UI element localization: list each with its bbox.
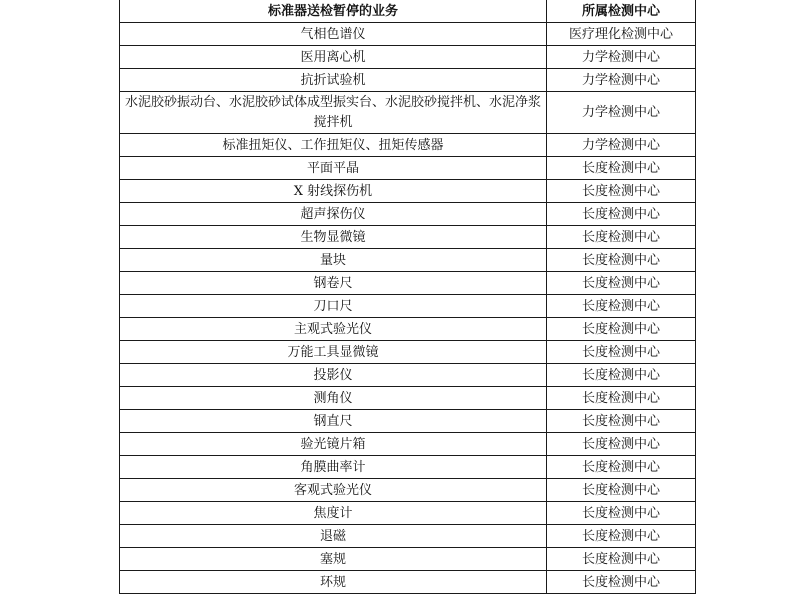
business-cell: 环规	[120, 571, 547, 594]
business-cell: 刀口尺	[120, 295, 547, 318]
business-cell: 水泥胶砂振动台、水泥胶砂试体成型振实台、水泥胶砂搅拌机、水泥净浆搅拌机	[120, 92, 547, 134]
table-row	[120, 180, 696, 203]
business-cell: 客观式验光仪	[120, 479, 547, 502]
table-row	[120, 92, 696, 134]
business-cell: 抗折试验机	[120, 69, 547, 92]
center-cell: 长度检测中心	[547, 249, 696, 272]
center-cell: 长度检测中心	[547, 364, 696, 387]
center-cell: 长度检测中心	[547, 571, 696, 594]
center-cell: 长度检测中心	[547, 548, 696, 571]
table-row	[120, 23, 696, 46]
center-cell: 力学检测中心	[547, 134, 696, 157]
header-row	[120, 0, 696, 23]
table-row	[120, 272, 696, 295]
center-cell: 长度检测中心	[547, 203, 696, 226]
business-cell: 量块	[120, 249, 547, 272]
center-cell: 长度检测中心	[547, 387, 696, 410]
center-cell: 长度检测中心	[547, 157, 696, 180]
center-cell: 长度检测中心	[547, 479, 696, 502]
center-cell: 长度检测中心	[547, 433, 696, 456]
table-row	[120, 226, 696, 249]
center-cell: 长度检测中心	[547, 295, 696, 318]
table-row	[120, 433, 696, 456]
table-row	[120, 134, 696, 157]
table-row	[120, 203, 696, 226]
table-row	[120, 502, 696, 525]
table-row	[120, 387, 696, 410]
business-cell: 超声探伤仪	[120, 203, 547, 226]
center-cell: 长度检测中心	[547, 226, 696, 249]
center-cell: 长度检测中心	[547, 180, 696, 203]
business-cell: 万能工具显微镜	[120, 341, 547, 364]
table-row	[120, 479, 696, 502]
business-cell: 钢直尺	[120, 410, 547, 433]
table-row	[120, 157, 696, 180]
table-row	[120, 341, 696, 364]
center-cell: 长度检测中心	[547, 525, 696, 548]
business-cell: 退磁	[120, 525, 547, 548]
table-row	[120, 548, 696, 571]
suspended-business-table	[119, 0, 696, 594]
table-header	[120, 0, 696, 23]
center-cell: 长度检测中心	[547, 456, 696, 479]
center-cell: 长度检测中心	[547, 318, 696, 341]
business-cell: 焦度计	[120, 502, 547, 525]
business-cell: 主观式验光仪	[120, 318, 547, 341]
table-row	[120, 456, 696, 479]
business-cell: 投影仪	[120, 364, 547, 387]
business-cell: 钢卷尺	[120, 272, 547, 295]
center-cell: 长度检测中心	[547, 272, 696, 295]
business-cell: 角膜曲率计	[120, 456, 547, 479]
table-row	[120, 525, 696, 548]
center-cell: 长度检测中心	[547, 502, 696, 525]
center-cell: 长度检测中心	[547, 410, 696, 433]
center-cell: 力学检测中心	[547, 46, 696, 69]
center-cell: 力学检测中心	[547, 92, 696, 134]
business-cell: 气相色谱仪	[120, 23, 547, 46]
center-cell: 长度检测中心	[547, 341, 696, 364]
business-cell: X 射线探伤机	[120, 180, 547, 203]
business-cell: 医用离心机	[120, 46, 547, 69]
business-cell: 测角仪	[120, 387, 547, 410]
table-row	[120, 249, 696, 272]
table-body	[120, 23, 696, 594]
header-center: 所属检测中心	[547, 0, 696, 23]
business-cell: 标准扭矩仪、工作扭矩仪、扭矩传感器	[120, 134, 547, 157]
table-row	[120, 410, 696, 433]
table-row	[120, 46, 696, 69]
table-row	[120, 69, 696, 92]
business-cell: 塞规	[120, 548, 547, 571]
table-row	[120, 318, 696, 341]
business-cell: 验光镜片箱	[120, 433, 547, 456]
table-row	[120, 295, 696, 318]
center-cell: 力学检测中心	[547, 69, 696, 92]
center-cell: 医疗理化检测中心	[547, 23, 696, 46]
business-cell: 生物显微镜	[120, 226, 547, 249]
table-row	[120, 364, 696, 387]
business-cell: 平面平晶	[120, 157, 547, 180]
header-business: 标准器送检暂停的业务	[120, 0, 547, 23]
table-row	[120, 571, 696, 594]
